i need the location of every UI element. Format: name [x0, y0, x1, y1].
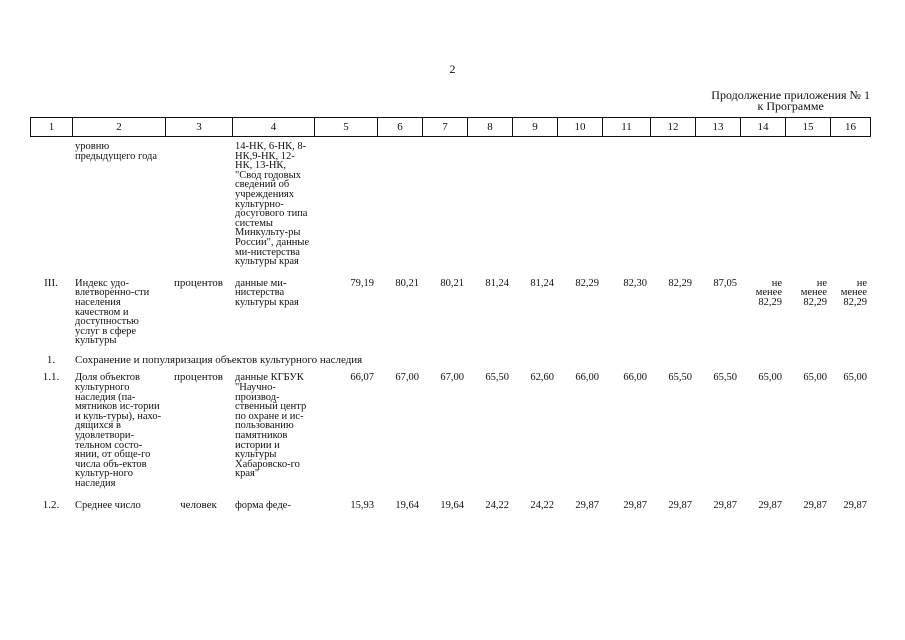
unit: человек	[180, 498, 217, 511]
header-cell: 14	[741, 118, 786, 137]
value-cell: 67,00	[395, 372, 419, 384]
value-cell: 82,29	[575, 277, 599, 289]
value-cell: 19,64	[395, 499, 419, 511]
row-number: 1.2.	[42, 498, 60, 511]
data-source: данные ми-нистерства культуры края	[235, 277, 299, 308]
section-number: 1.	[46, 353, 56, 366]
data-source: данные КГБУК "Научно-производ-ственный центр по охране и ис-пользованию памятников истории и культуры Хабаровско-го края"	[235, 372, 307, 480]
value-cell	[512, 142, 557, 279]
value-cell: 65,50	[713, 372, 737, 384]
table-row	[30, 501, 870, 511]
value-cell	[602, 142, 650, 279]
header-cell: 9	[513, 118, 558, 137]
section-title: Сохранение и популяризация объектов культурного наследия	[75, 353, 363, 366]
value-cell: 81,24	[485, 277, 509, 289]
value-cell: 87,05	[713, 277, 737, 289]
value-cell: 29,87	[713, 499, 737, 511]
continuation-line-1: Продолжение приложения № 1	[711, 88, 870, 102]
header-cell: 1	[31, 118, 73, 137]
value-cell: 82,29	[668, 277, 692, 289]
indicator-name: Индекс удо-влетворенно-сти населения качеством и доступностью услуг в сфере культуры	[75, 277, 150, 347]
value-cell: 24,22	[530, 499, 554, 511]
value-cell	[740, 142, 785, 279]
value-cell: 19,64	[440, 499, 464, 511]
table-row	[30, 142, 870, 279]
header-cell: 7	[423, 118, 468, 137]
value-cell: 29,87	[623, 499, 647, 511]
indicator-name: уровню предыдущего года	[75, 141, 158, 162]
value-cell	[422, 142, 467, 279]
value-cell	[314, 142, 377, 279]
value-cell: 80,21	[395, 277, 419, 289]
value-cell: не менее 82,29	[755, 277, 782, 308]
value-cell: 82,30	[623, 277, 647, 289]
header-cell: 11	[603, 118, 651, 137]
continuation-note	[711, 90, 870, 112]
header-cell: 15	[786, 118, 831, 137]
header-cell: 13	[696, 118, 741, 137]
value-cell: 29,87	[758, 499, 782, 511]
column-number-header	[30, 117, 871, 137]
value-cell: 29,87	[843, 499, 867, 511]
header-cell: 2	[73, 118, 166, 137]
value-cell	[695, 142, 740, 279]
header-cell: 4	[233, 118, 315, 137]
value-cell: 62,60	[530, 372, 554, 384]
indicator-name: Доля объектов культурного наследия (па-мятников ис-тории и куль-туры), нахо-дящихся в удовлетвори-тельном состо-янии, от обще-го числа объ-ектов культур-ного наследия	[75, 372, 162, 489]
unit	[165, 142, 232, 279]
page-number: 2	[449, 62, 456, 76]
value-cell	[377, 142, 422, 279]
value-cell: 29,87	[803, 499, 827, 511]
value-cell	[467, 142, 512, 279]
value-cell: 67,00	[440, 372, 464, 384]
header-cell: 5	[315, 118, 378, 137]
header-cell: 12	[651, 118, 696, 137]
value-cell: 66,07	[350, 372, 374, 384]
value-cell	[785, 142, 830, 279]
indicator-name: Среднее число	[75, 499, 141, 511]
value-cell: 29,87	[668, 499, 692, 511]
row-number: 1.1.	[42, 371, 60, 384]
value-cell: 80,21	[440, 277, 464, 289]
value-cell	[830, 142, 870, 279]
header-cell: 8	[468, 118, 513, 137]
value-cell: 15,93	[350, 499, 374, 511]
value-cell	[557, 142, 602, 279]
value-cell: не менее 82,29	[800, 277, 827, 308]
value-cell: 66,00	[623, 372, 647, 384]
value-cell: 81,24	[530, 277, 554, 289]
value-cell: 65,50	[485, 372, 509, 384]
value-cell: 65,00	[803, 372, 827, 384]
value-cell: 24,22	[485, 499, 509, 511]
header-cell: 6	[378, 118, 423, 137]
header-cell: 16	[831, 118, 871, 137]
value-cell: 65,00	[758, 372, 782, 384]
value-cell	[650, 142, 695, 279]
value-cell: не менее 82,29	[840, 277, 867, 308]
indicator-table	[30, 142, 870, 510]
table-row	[30, 279, 870, 356]
value-cell: 65,50	[668, 372, 692, 384]
table-row	[30, 373, 870, 500]
value-cell: 29,87	[575, 499, 599, 511]
header-row	[31, 118, 871, 137]
value-cell: 79,19	[350, 277, 374, 289]
header-cell: 10	[558, 118, 603, 137]
unit: процентов	[174, 371, 223, 384]
value-cell: 66,00	[575, 372, 599, 384]
unit: процентов	[174, 276, 223, 289]
section-row	[30, 356, 870, 374]
row-number	[30, 142, 72, 279]
row-number: III.	[44, 276, 58, 289]
header-cell: 3	[166, 118, 233, 137]
data-source: 14-НК, 6-НК, 8-НК,9-НК, 12-НК, 13-НК, "Свод годовых сведений об учреждениях культурно-досугового типа системы Минкульту-ры России", данные ми-нистерства культуры края	[235, 141, 310, 268]
data-source: форма феде-	[235, 499, 291, 511]
continuation-line-2: к Программе	[757, 99, 824, 113]
value-cell: 65,00	[843, 372, 867, 384]
